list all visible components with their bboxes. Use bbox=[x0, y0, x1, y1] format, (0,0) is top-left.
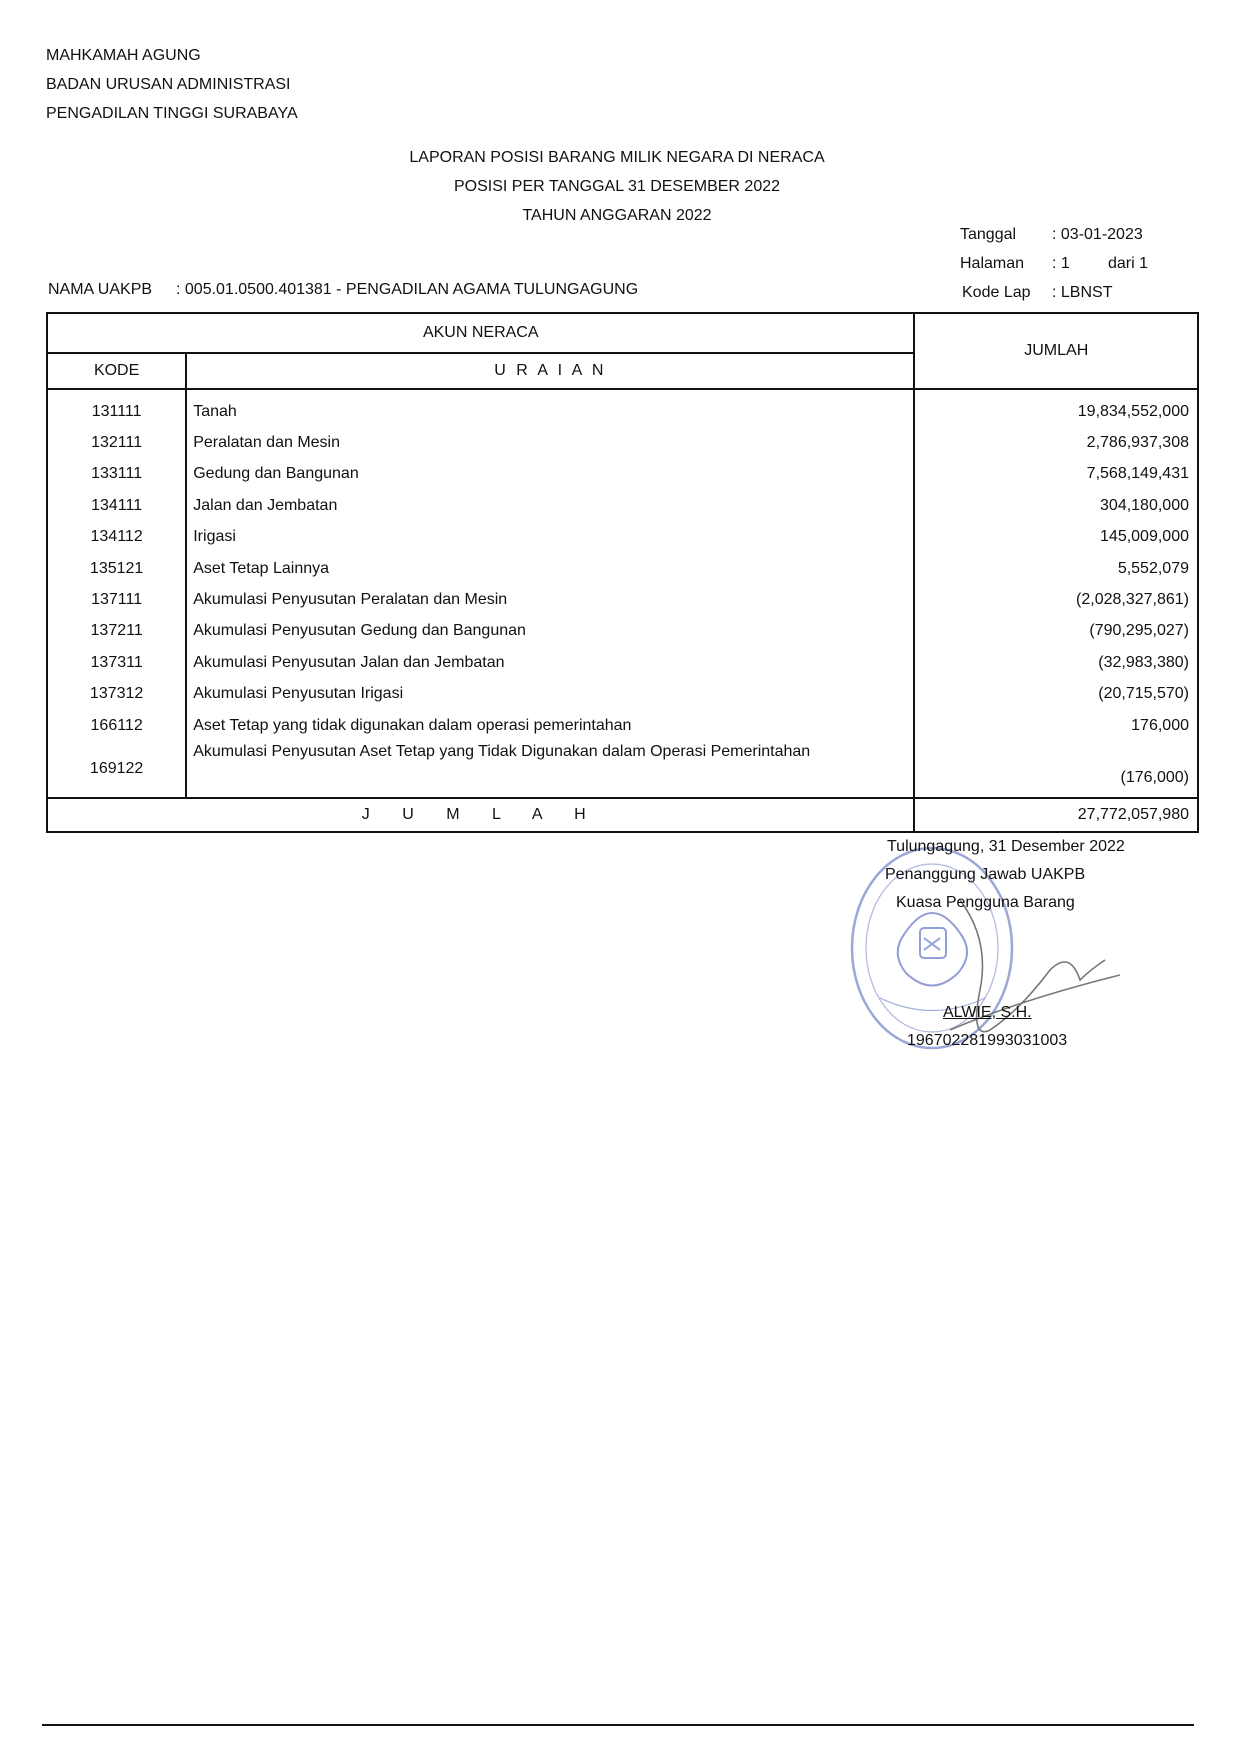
table-row bbox=[47, 616, 1198, 647]
total-row bbox=[47, 798, 1198, 832]
signature-role-2: Kuasa Pengguna Barang bbox=[896, 894, 1075, 911]
cell-kode: 137312 bbox=[47, 679, 186, 710]
cell-jumlah: 145,009,000 bbox=[914, 522, 1198, 553]
org-line-3: PENGADILAN TINGGI SURABAYA bbox=[46, 105, 298, 122]
signature-place-date: Tulungagung, 31 Desember 2022 bbox=[887, 838, 1125, 855]
table-row bbox=[47, 459, 1198, 490]
uakpb-value: : 005.01.0500.401381 - PENGADILAN AGAMA TULUNGAGUNG bbox=[176, 281, 639, 298]
akun-neraca-header: AKUN NERACA bbox=[47, 313, 914, 353]
signatory-nip: 196702281993031003 bbox=[907, 1032, 1068, 1049]
table-row bbox=[47, 647, 1198, 678]
signature-role-1: Penanggung Jawab UAKPB bbox=[885, 866, 1086, 883]
neraca-table bbox=[46, 312, 1199, 833]
cell-uraian: Irigasi bbox=[186, 522, 914, 553]
kodelap-label: Kode Lap bbox=[962, 284, 1031, 301]
cell-uraian: Tanah bbox=[186, 389, 914, 427]
halaman-of: dari 1 bbox=[1108, 255, 1149, 272]
cell-jumlah: 304,180,000 bbox=[914, 490, 1198, 521]
cell-jumlah: (32,983,380) bbox=[914, 647, 1198, 678]
cell-uraian: Akumulasi Penyusutan Aset Tetap yang Tidak Digunakan dalam Operasi Pemerintahan bbox=[186, 741, 914, 798]
cell-uraian: Akumulasi Penyusutan Gedung dan Bangunan bbox=[186, 616, 914, 647]
cell-kode: 132111 bbox=[47, 427, 186, 458]
cell-uraian: Akumulasi Penyusutan Irigasi bbox=[186, 679, 914, 710]
table-row bbox=[47, 522, 1198, 553]
cell-jumlah: 19,834,552,000 bbox=[914, 389, 1198, 427]
kodelap-value: : LBNST bbox=[1052, 284, 1113, 301]
tanggal-value: : 03-01-2023 bbox=[1052, 226, 1143, 243]
cell-uraian: Peralatan dan Mesin bbox=[186, 427, 914, 458]
uraian-header: U R A I A N bbox=[186, 353, 914, 389]
cell-uraian: Gedung dan Bangunan bbox=[186, 459, 914, 490]
jumlah-header: JUMLAH bbox=[914, 313, 1198, 389]
cell-jumlah: (176,000) bbox=[914, 741, 1198, 798]
table-row bbox=[47, 389, 1198, 427]
signatory-name: ALWIE, S.H. bbox=[943, 1004, 1032, 1021]
cell-uraian: Akumulasi Penyusutan Jalan dan Jembatan bbox=[186, 647, 914, 678]
report-subtitle-year: TAHUN ANGGARAN 2022 bbox=[522, 207, 712, 224]
table-row bbox=[47, 490, 1198, 521]
report-subtitle-date: POSISI PER TANGGAL 31 DESEMBER 2022 bbox=[453, 178, 781, 195]
halaman-value: : 1 bbox=[1052, 255, 1070, 272]
cell-uraian: Aset Tetap Lainnya bbox=[186, 553, 914, 584]
page-bottom-rule bbox=[42, 1724, 1194, 1726]
cell-jumlah: 5,552,079 bbox=[914, 553, 1198, 584]
cell-kode: 135121 bbox=[47, 553, 186, 584]
table-row bbox=[47, 427, 1198, 458]
cell-kode: 133111 bbox=[47, 459, 186, 490]
cell-jumlah: 7,568,149,431 bbox=[914, 459, 1198, 490]
cell-jumlah: (20,715,570) bbox=[914, 679, 1198, 710]
cell-kode: 169122 bbox=[47, 741, 186, 798]
table-row bbox=[47, 741, 1198, 798]
cell-kode: 134112 bbox=[47, 522, 186, 553]
cell-jumlah: 176,000 bbox=[914, 710, 1198, 741]
cell-kode: 131111 bbox=[47, 389, 186, 427]
total-value: 27,772,057,980 bbox=[914, 798, 1198, 832]
cell-uraian: Akumulasi Penyusutan Peralatan dan Mesin bbox=[186, 584, 914, 615]
cell-kode: 134111 bbox=[47, 490, 186, 521]
halaman-label: Halaman bbox=[960, 255, 1025, 272]
cell-uraian: Jalan dan Jembatan bbox=[186, 490, 914, 521]
cell-kode: 166112 bbox=[47, 710, 186, 741]
table-row bbox=[47, 679, 1198, 710]
org-line-2: BADAN URUSAN ADMINISTRASI bbox=[46, 76, 291, 93]
table-row bbox=[47, 553, 1198, 584]
table-row bbox=[47, 584, 1198, 615]
uakpb-label: NAMA UAKPB bbox=[48, 281, 153, 298]
cell-jumlah: 2,786,937,308 bbox=[914, 427, 1198, 458]
cell-jumlah: (790,295,027) bbox=[914, 616, 1198, 647]
tanggal-label: Tanggal bbox=[960, 226, 1017, 243]
cell-kode: 137111 bbox=[47, 584, 186, 615]
cell-kode: 137211 bbox=[47, 616, 186, 647]
cell-jumlah: (2,028,327,861) bbox=[914, 584, 1198, 615]
cell-uraian: Aset Tetap yang tidak digunakan dalam operasi pemerintahan bbox=[186, 710, 914, 741]
cell-kode: 137311 bbox=[47, 647, 186, 678]
kode-header: KODE bbox=[47, 353, 186, 389]
report-title: LAPORAN POSISI BARANG MILIK NEGARA DI NERACA bbox=[409, 149, 825, 166]
org-line-1: MAHKAMAH AGUNG bbox=[46, 47, 201, 64]
table-body bbox=[47, 389, 1198, 798]
table-row bbox=[47, 710, 1198, 741]
total-label: J U M L A H bbox=[47, 798, 914, 832]
